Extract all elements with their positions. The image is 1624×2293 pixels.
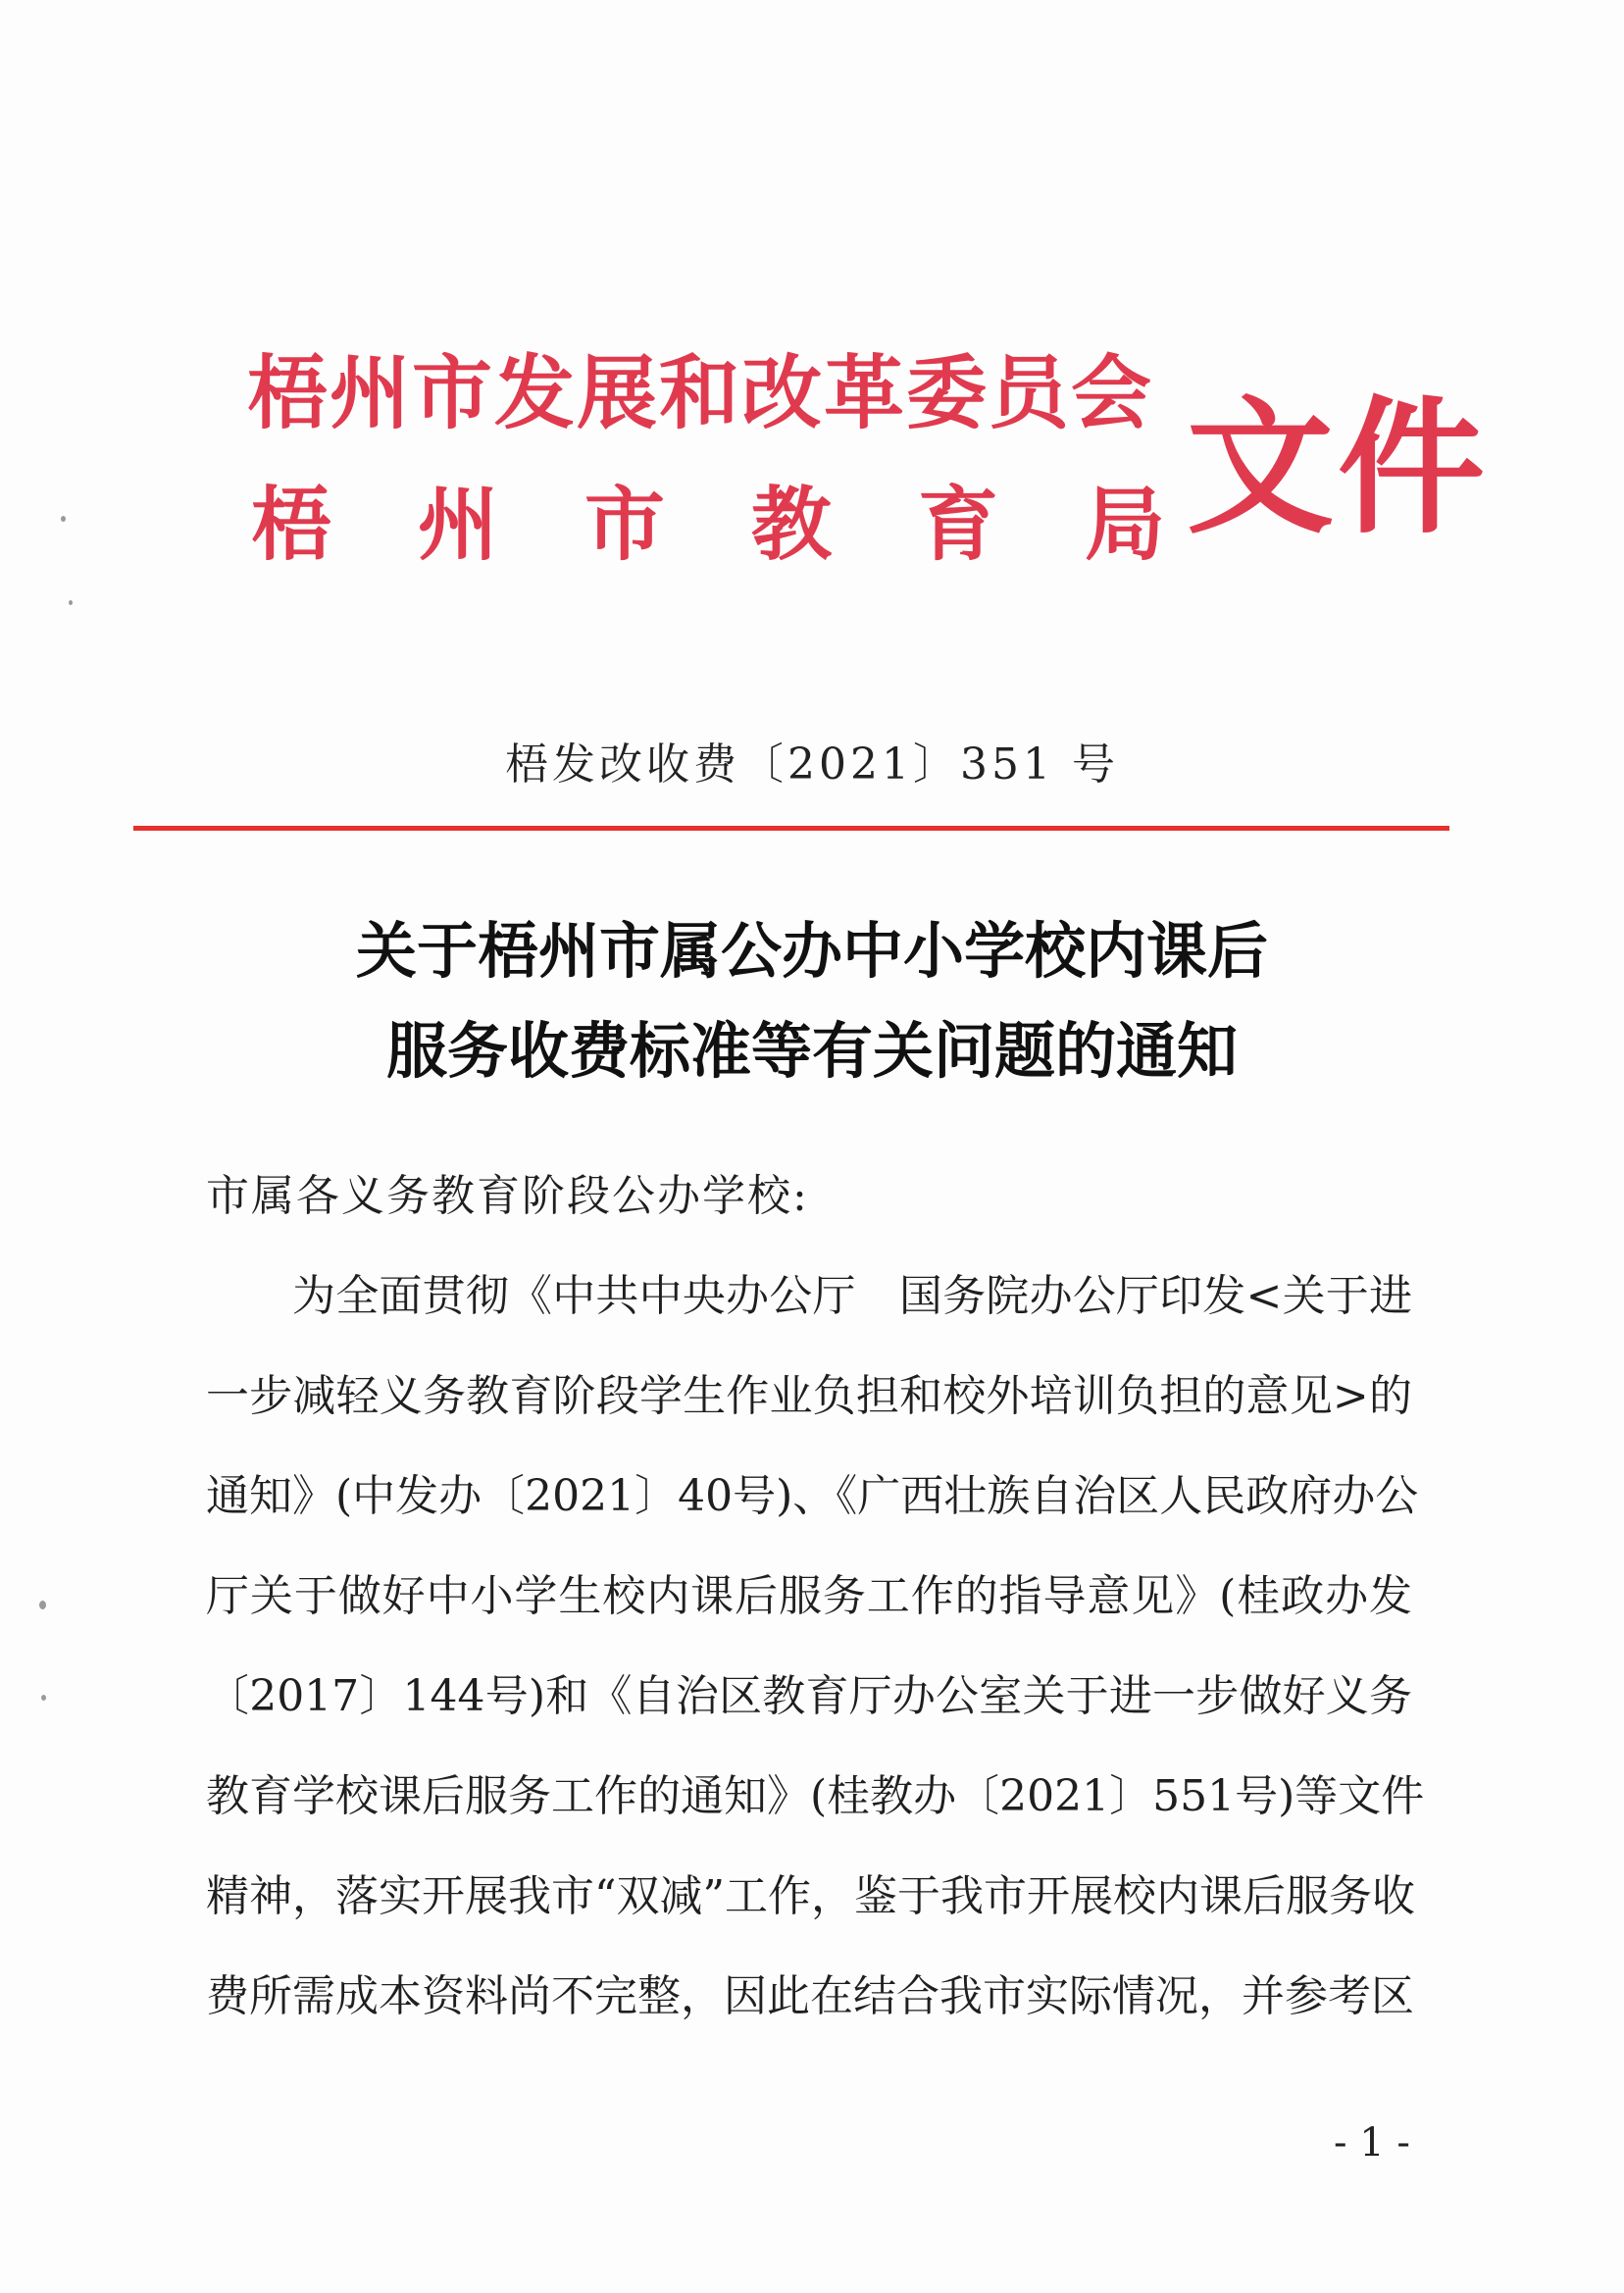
issuer-char: 教	[750, 479, 832, 572]
issuer-char: 州	[417, 479, 498, 572]
body-line: 厅关于做好中小学生校内课后服务工作的指导意见》(桂政办发	[206, 1571, 1412, 1621]
issuer-char: 育	[917, 479, 998, 572]
scan-speck	[41, 1695, 46, 1701]
document-title-line-2: 服务收费标准等有关问题的通知	[385, 1015, 1238, 1087]
letterhead-issuer-line-1: 梧州市发展和改革委员会	[247, 347, 1154, 440]
salutation: 市属各义务教育阶段公办学校:	[206, 1171, 809, 1221]
scan-speck	[69, 600, 73, 605]
document-title-line-1: 关于梧州市属公办中小学校内课后	[355, 915, 1268, 987]
document-number: 梧发改收费〔2021〕351 号	[505, 739, 1119, 790]
body-line: 为全面贯彻《中共中央办公厅 国务院办公厅印发<关于进	[292, 1271, 1412, 1321]
body-line: 精神，落实开展我市“双减”工作，鉴于我市开展校内课后服务收	[206, 1871, 1415, 1921]
body-line: 费所需成本资料尚不完整，因此在结合我市实际情况，并参考区	[206, 1971, 1414, 2021]
scan-speck	[61, 516, 66, 522]
body-line: 教育学校课后服务工作的通知》(桂教办〔2021〕551号)等文件	[206, 1771, 1425, 1821]
letterhead-issuer-line-2	[247, 477, 1169, 575]
red-divider-line	[133, 826, 1449, 831]
body-line: 〔2017〕144号)和《自治区教育厅办公室关于进一步做好义务	[206, 1671, 1412, 1721]
page-number: - 1 -	[1334, 2120, 1410, 2166]
issuer-char: 梧	[250, 479, 331, 572]
scan-speck	[39, 1601, 46, 1609]
issuer-char: 局	[1084, 479, 1165, 572]
body-line: 通知》(中发办〔2021〕40号)、《广西壮族自治区人民政府办公	[206, 1471, 1419, 1521]
body-line: 一步减轻义务教育阶段学生作业负担和校外培训负担的意见>的	[206, 1371, 1412, 1421]
issuer-char: 市	[584, 479, 665, 572]
letterhead-doc-type: 文件	[1187, 383, 1490, 554]
